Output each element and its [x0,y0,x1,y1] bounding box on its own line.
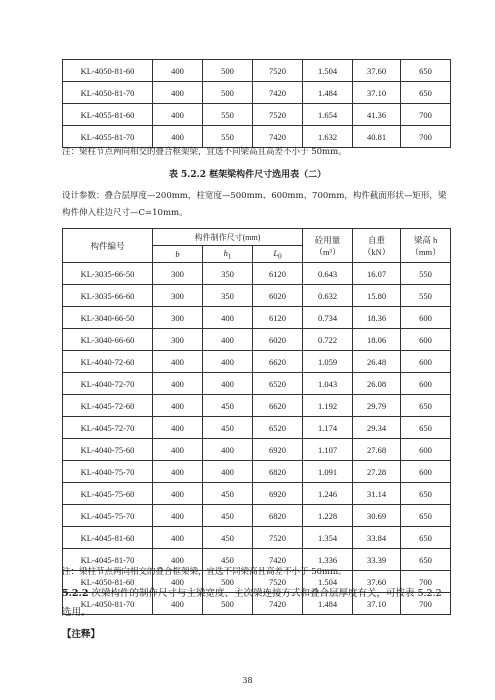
table-row [63,104,451,126]
table-cell: 400 [153,104,203,126]
table-row [63,505,451,527]
table-cell: 300 [153,329,203,351]
header-weight [353,229,401,263]
table-cell: 300 [153,263,203,285]
header-l0-sub: 0 [278,252,282,261]
table-cell: 6020 [253,329,303,351]
clause-text: 次梁构件的制作尺寸与主梁宽度、主次梁连接方式和叠合层厚度有关，可按表 5.2.2 选用。 [62,588,442,618]
table-cell: 18.36 [353,307,401,329]
table-cell: 400 [153,571,203,593]
table-cell: 16.07 [353,263,401,285]
table-cell: 6120 [253,263,303,285]
table-cell: 400 [153,593,203,615]
header-h1 [203,246,253,263]
header-beam-height-label: 梁高 h [413,234,438,245]
table-cell: KL-4050-81-60 [63,571,153,593]
table-cell: 1.354 [303,527,353,549]
table-cell: 26.08 [353,373,401,395]
table-cell: 450 [203,527,253,549]
table-cell: 400 [203,351,253,373]
header-l0-letter: L [273,247,279,258]
table-cell: 700 [401,593,451,615]
table-cell: 29.34 [353,417,401,439]
header-volume-label: 砼用量 [314,234,341,245]
table-cell: KL-4045-72-60 [63,395,153,417]
table-cell: KL-3040-66-50 [63,307,153,329]
table-cell: 400 [203,439,253,461]
table-cell: 450 [203,417,253,439]
table-row [63,329,451,351]
table-cell: 600 [401,307,451,329]
table-cell: 400 [153,351,203,373]
table-cell: 600 [401,373,451,395]
table-cell: 1.107 [303,439,353,461]
table-cell: 41.36 [353,104,401,126]
header-beam-height-unit: （mm） [410,246,441,257]
table-cell: 500 [203,571,253,593]
table-cell: KL-4040-75-60 [63,439,153,461]
table-cell: 0.734 [303,307,353,329]
table-cell: 6820 [253,505,303,527]
table-cell: 1.043 [303,373,353,395]
table-note-bottom: 注：梁柱节点两向相交的叠合框架梁，宜选不同梁高且高差不小于 50mm。 [62,567,347,577]
table-cell: KL-4055-81-70 [63,126,153,148]
table-cell: 1.246 [303,483,353,505]
table-cell: 700 [401,104,451,126]
table-cell: 7520 [253,60,303,82]
table-cell: 1.174 [303,417,353,439]
table-cell: 7420 [253,82,303,104]
table-row [63,439,451,461]
header-h1-sub: 1 [227,252,232,261]
table-cell: 500 [203,60,253,82]
table-cell: 1.091 [303,461,353,483]
table-cell: 650 [401,527,451,549]
table-cell: 600 [401,461,451,483]
table-cell: KL-4040-72-60 [63,351,153,373]
table-cell: 450 [203,483,253,505]
table-cell: 400 [153,126,203,148]
table-cell: 33.84 [353,527,401,549]
table-cell: 700 [401,126,451,148]
table-cell: 300 [153,307,203,329]
table-cell: 400 [153,483,203,505]
table-cell: 40.81 [353,126,401,148]
table-cell: 7420 [253,126,303,148]
table-cell: 27.68 [353,439,401,461]
table-cell: KL-4045-75-60 [63,483,153,505]
table-cell: 650 [401,395,451,417]
header-size-group: 构件制作尺寸(mm) [153,229,303,246]
table-cell: 7520 [253,527,303,549]
table-cell: 600 [401,439,451,461]
table-cell: 7420 [253,549,303,571]
table-beam-sizes [62,228,451,615]
table-cell: 650 [401,549,451,571]
table-cell: 1.632 [303,126,353,148]
table-cell: 550 [401,285,451,307]
table-header [63,229,451,263]
table-cell: KL-4045-75-70 [63,505,153,527]
table-cell: 350 [203,263,253,285]
table-cell: 600 [401,351,451,373]
table-cell: 1.228 [303,505,353,527]
table-cell: KL-4045-81-70 [63,549,153,571]
table-cell: 26.48 [353,351,401,373]
table-cell: 350 [203,285,253,307]
table-row [63,483,451,505]
header-volume-unit: （m³） [314,246,341,257]
commentary-heading: 【注释】 [62,629,101,640]
table-cell: 0.632 [303,285,353,307]
header-weight-unit: （kN） [362,246,391,257]
table-cell: KL-3035-66-60 [63,285,153,307]
table-cell: 7520 [253,104,303,126]
table-cell: 1.484 [303,593,353,615]
table-row [63,263,451,285]
header-volume [303,229,353,263]
page-number: 38 [242,676,253,685]
table-cell: KL-4050-81-70 [63,82,153,104]
table-cell: 400 [153,373,203,395]
table-cell: 650 [401,483,451,505]
table-cell: 600 [401,329,451,351]
table-note-top: 注：梁柱节点两向相交的叠合框架梁，宜选不同梁高且高差不小于 50mm。 [62,147,347,157]
table-row [63,461,451,483]
clause-number: 5.2.2 [62,588,89,599]
table-cell: 15.80 [353,285,401,307]
table-cell: 37.60 [353,60,401,82]
table-cell: 650 [401,82,451,104]
table-cell: 6520 [253,417,303,439]
table-cell: 650 [401,417,451,439]
table-cell: 31.14 [353,483,401,505]
table-row [63,285,451,307]
table-cell: 400 [153,395,203,417]
table-cell: 6520 [253,373,303,395]
table-cell: 37.10 [353,82,401,104]
table-cell: 6620 [253,351,303,373]
header-beam-height [401,229,451,263]
table-row [63,395,451,417]
header-h1-letter: h [223,247,228,258]
table-row [63,351,451,373]
table-top-body [63,60,451,148]
table-row [63,60,451,82]
table-cell: 300 [153,285,203,307]
table-cell: 500 [203,82,253,104]
header-b: b [153,246,203,263]
table-cell: 7420 [253,593,303,615]
header-weight-label: 自重 [368,234,386,245]
table-cell: KL-3040-66-60 [63,329,153,351]
table-cell: 1.059 [303,351,353,373]
table-cell: 700 [401,571,451,593]
table-cell: KL-4040-72-70 [63,373,153,395]
table-cell: 37.10 [353,593,401,615]
table-cell: 400 [203,373,253,395]
table-cell: 1.504 [303,571,353,593]
table-cell: 400 [153,82,203,104]
table-cell: 1.484 [303,82,353,104]
table-cell: 400 [153,439,203,461]
table-cell: 550 [203,126,253,148]
table-cell: 650 [401,60,451,82]
table-cell: 400 [153,527,203,549]
table-cell: 650 [401,505,451,527]
table-cell: 450 [203,505,253,527]
table-cell: 0.643 [303,263,353,285]
table-row [63,307,451,329]
table-cell: KL-4045-72-70 [63,417,153,439]
table-cell: 400 [153,417,203,439]
table-cell: 550 [401,263,451,285]
table-beam-sizes-body [63,263,451,615]
table-top [62,59,451,148]
table-cell: 6120 [253,307,303,329]
table-cell: 1.654 [303,104,353,126]
table-cell: 37.60 [353,571,401,593]
table-cell: KL-4055-81-60 [63,104,153,126]
table-cell: 400 [153,461,203,483]
table-row [63,417,451,439]
table-cell: 6820 [253,461,303,483]
table-cell: 550 [203,104,253,126]
table-row [63,373,451,395]
table-cell: 33.39 [353,549,401,571]
table-row [63,527,451,549]
table-cell: KL-4040-75-70 [63,461,153,483]
header-l0 [253,246,303,263]
table-cell: 400 [203,307,253,329]
table-cell: 400 [153,60,203,82]
table-cell: 1.192 [303,395,353,417]
table-cell: KL-4050-81-70 [63,593,153,615]
table-cell: 400 [153,505,203,527]
table-cell: 500 [203,593,253,615]
table-cell: 400 [153,549,203,571]
clause-5-2-2 [62,584,452,622]
table-cell: 29.79 [353,395,401,417]
design-parameters: 设计参数：叠合层厚度—200mm，柱宽度—500mm、600mm、700mm，构件截面形状—矩形，梁构件伸入柱边尺寸—C=10mm。 [62,191,447,218]
table-cell: 6020 [253,285,303,307]
table-row [63,82,451,104]
table-cell: 27.28 [353,461,401,483]
table-cell: 1.336 [303,549,353,571]
table-cell: 450 [203,549,253,571]
table-cell: KL-3035-66-50 [63,263,153,285]
table-cell: 7520 [253,571,303,593]
table-title: 表 5.2.2 框架梁构件尺寸选用表（二） [168,170,327,180]
table-cell: 400 [203,329,253,351]
table-cell: 6920 [253,483,303,505]
table-cell: 1.504 [303,60,353,82]
table-cell: 400 [203,461,253,483]
table-cell: 0.722 [303,329,353,351]
table-cell: 6920 [253,439,303,461]
table-cell: KL-4050-81-60 [63,60,153,82]
header-id: 构件编号 [63,229,153,263]
table-cell: 30.69 [353,505,401,527]
table-cell: 450 [203,395,253,417]
table-cell: 6620 [253,395,303,417]
table-cell: KL-4045-81-60 [63,527,153,549]
table-cell: 18.06 [353,329,401,351]
